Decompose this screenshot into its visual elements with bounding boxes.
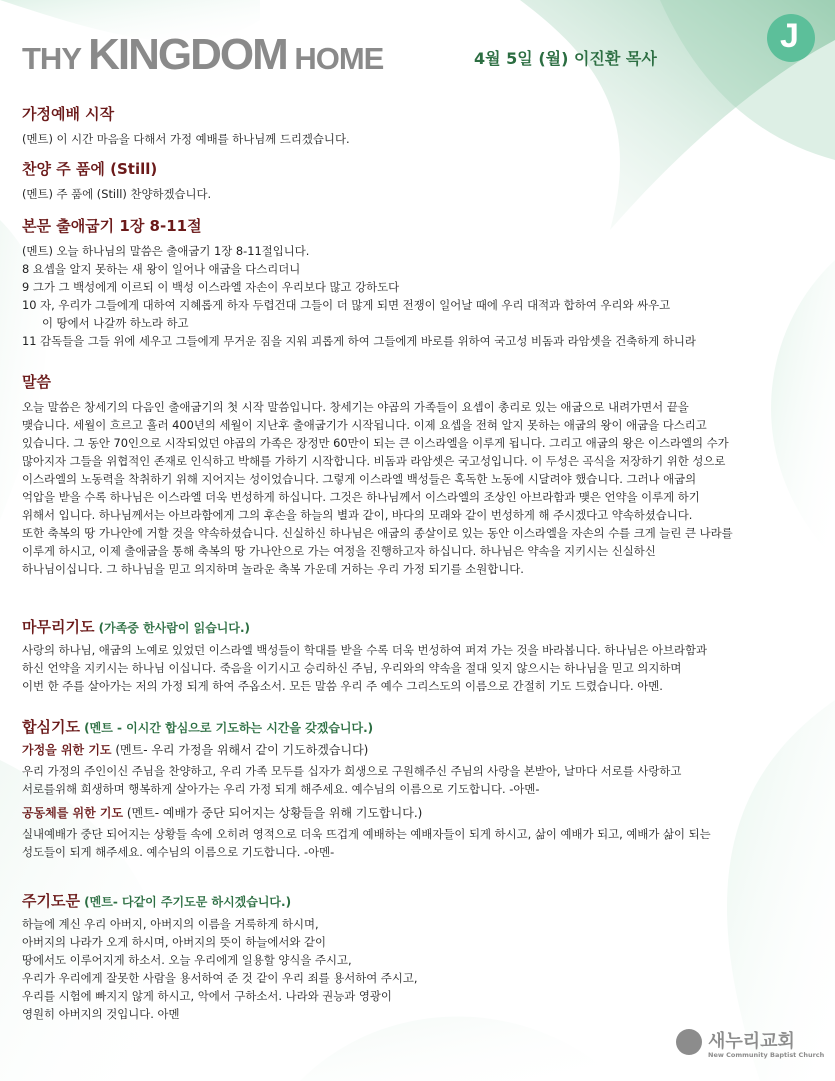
text-line: 이번 한 주를 살아가는 저의 가정 되게 하여 주옵소서. 모든 말씀 우리 주 예수 그리스도의 이름으로 간절히 기도 드렸습니다. 아멘. (22, 679, 663, 693)
section-heading: 본문 출애굽기 1장 8-11절 (22, 217, 202, 235)
text-line: 10 자, 우리가 그들에게 대하여 지혜롭게 하자 두렵건대 그들이 더 많게 되면 전쟁이 일어날 때에 우리 대적과 합하여 우리와 싸우고 (22, 298, 671, 312)
text-line: 8 요셉을 알지 못하는 새 왕이 일어나 애굽을 다스리더니 (22, 262, 301, 276)
section-lords-prayer (22, 890, 812, 1023)
church-name: 새누리교회 (708, 1031, 795, 1052)
text-line: 또한 축복의 땅 가나안에 거할 것을 약속하셨습니다. 신실하신 하나님은 애굽의 종살이로 있는 동안 이스라엘을 자손의 수를 크게 늘린 큰 나라를 (22, 526, 733, 540)
header (22, 24, 742, 84)
text-line: 하나님이십니다. 그 하나님을 믿고 의지하며 놀라운 축복 가운데 거하는 우리 가정 되기를 소원합니다. (22, 562, 524, 576)
text-line: 이스라엘의 노동력을 착취하기 위해 지어지는 성이었습니다. 그렇게 이스라엘 백성들은 혹독한 노동에 시달려야 했습니다. 그러나 애굽의 (22, 472, 697, 486)
text-line: 하신 언약을 지키시는 하나님 이십니다. 죽음을 이기시고 승리하신 주님, 우리와의 약속을 절대 잊지 않으시는 하나님을 믿고 의지하며 (22, 661, 682, 675)
text-line: 영원히 아버지의 것입니다. 아멘 (22, 1007, 180, 1021)
section-unison-prayer (22, 716, 812, 861)
text-line: 9 그가 그 백성에게 이르되 이 백성 이스라엘 자손이 우리보다 많고 강하도다 (22, 280, 400, 294)
section-heading: 말씀 (22, 373, 51, 391)
section-closing-prayer (22, 616, 812, 695)
text-line: 이루게 하시고, 이제 출애굽을 통해 축복의 땅 가나안으로 가는 여정을 진행하고자 하십니다. 하나님은 약속을 지키시는 신실하신 (22, 544, 656, 558)
text-line: 이 땅에서 나갈까 하노라 하고 (42, 316, 189, 330)
section-hymn (22, 158, 812, 203)
text-line: 서로를위해 희생하며 행복하게 살아가는 우리 가정 되게 해주세요. 예수님의 이름으로 기도합니다. -아멘- (22, 782, 540, 796)
text-line: 오늘 말씀은 창세기의 다음인 출애굽기의 첫 시작 말씀입니다. 창세기는 야곱의 가족들이 요셉이 총리로 있는 애굽으로 내려가면서 끝을 (22, 400, 689, 414)
text-line: 억압을 받을 수록 하나님은 이스라엘 더욱 번성하게 하십니다. 그것은 하나님께서 이스라엘의 조상인 아브라함과 맺은 언약을 이루게 하기 (22, 490, 700, 504)
text-line: 우리가 우리에게 잘못한 사람을 용서하여 준 것 같이 우리 죄를 용서하여 주시고, (22, 971, 418, 985)
text-line: (멘트) 이 시간 마음을 다해서 가정 예배를 하나님께 드리겠습니다. (22, 132, 350, 146)
text-line: 우리를 시험에 빠지지 않게 하시고, 악에서 구하소서. 나라와 권능과 영광이 (22, 989, 392, 1003)
church-logo (676, 1027, 826, 1069)
text-line: (멘트) 주 품에 (Still) 찬양하겠습니다. (22, 187, 212, 201)
section-heading: 합심기도 (멘트 - 이시간 합심으로 기도하는 시간을 갖겠습니다.) (22, 718, 374, 736)
church-mark-icon (676, 1029, 702, 1055)
text-line: 아버지의 나라가 오게 하시며, 아버지의 뜻이 하늘에서와 같이 (22, 935, 327, 949)
date-pastor: 4월 5일 (월) 이진환 목사 (474, 49, 657, 68)
family-prayer-heading: 가정을 위한 기도 (멘트- 우리 가정을 위해서 같이 기도하겠습니다) (22, 743, 369, 757)
text-line: 하늘에 계신 우리 아버지, 아버지의 이름을 거룩하게 하시며, (22, 917, 319, 931)
section-start (22, 103, 812, 148)
text-line: 성도들이 되게 해주세요. 예수님의 이름으로 기도합니다. -아멘- (22, 845, 335, 859)
section-heading: 마무리기도 (가족중 한사람이 읽습니다.) (22, 618, 251, 636)
section-scripture (22, 215, 812, 350)
section-heading: 가정예배 시작 (22, 105, 115, 123)
text-line: 땅에서도 이루어지게 하소서. 오늘 우리에게 일용할 양식을 주시고, (22, 953, 352, 967)
text-line: 실내예배가 중단 되어지는 상황들 속에 오히려 영적으로 더욱 뜨겁게 예배하는 예배자들이 되게 하시고, 삶이 예배가 되고, 예배가 삶이 되는 (22, 827, 711, 841)
community-prayer-heading: 공동체를 위한 기도 (멘트- 예배가 중단 되어지는 상황들을 위해 기도합니다.) (22, 806, 423, 820)
text-line: 11 감독들을 그들 위에 세우고 그들에게 무거운 짐을 지워 괴롭게 하여 그들에게 바로를 위하여 국고성 비돔과 라암셋을 건축하게 하니라 (22, 334, 696, 348)
j-logo-icon: J (767, 14, 815, 62)
text-line: 우리 가정의 주인이신 주님을 찬양하고, 우리 가족 모두를 십자가 희생으로 구원해주신 주님의 사랑을 본받아, 날마다 서로를 사랑하고 (22, 764, 682, 778)
text-line: 사랑의 하나님, 애굽의 노예로 있었던 이스라엘 백성들이 학대를 받을 수록 더욱 번성하여 퍼져 가는 것을 바라봅니다. 하나님은 아브라함과 (22, 643, 707, 657)
text-line: 있습니다. 그 동안 70인으로 시작되었던 야곱의 가족은 장정만 60만이 되는 큰 이스라엘을 이루게 됩니다. 그리고 애굽의 왕은 이스라엘의 수가 (22, 436, 729, 450)
text-line: (멘트) 오늘 하나님의 말씀은 출애굽기 1장 8-11절입니다. (22, 244, 310, 258)
page-title: THY KINGDOM HOME (22, 30, 384, 79)
text-line: 많아지자 그들을 위협적인 존재로 인식하고 박해를 가하기 시작합니다. 비돔과 라암셋은 국고성입니다. 이 두성은 곡식을 저장하기 위한 성으로 (22, 454, 726, 468)
church-name-english: New Community Baptist Church (708, 1051, 825, 1059)
section-sermon (22, 371, 812, 578)
text-line: 맺습니다. 세월이 흐르고 흘러 400년의 세월이 지난후 출애굽기가 시작됩니다. 이제 요셉을 전혀 알지 못하는 애굽의 왕이 애굽을 다스리고 (22, 418, 707, 432)
text-line: 위해서 입니다. 하나님께서는 아브라함에게 그의 후손을 하늘의 별과 같이, 바다의 모래와 같이 번성하게 해 주시겠다고 약속하셨습니다. (22, 508, 693, 522)
section-heading: 찬양 주 품에 (Still) (22, 160, 158, 178)
section-heading: 주기도문 (멘트- 다같이 주기도문 하시겠습니다.) (22, 892, 292, 910)
